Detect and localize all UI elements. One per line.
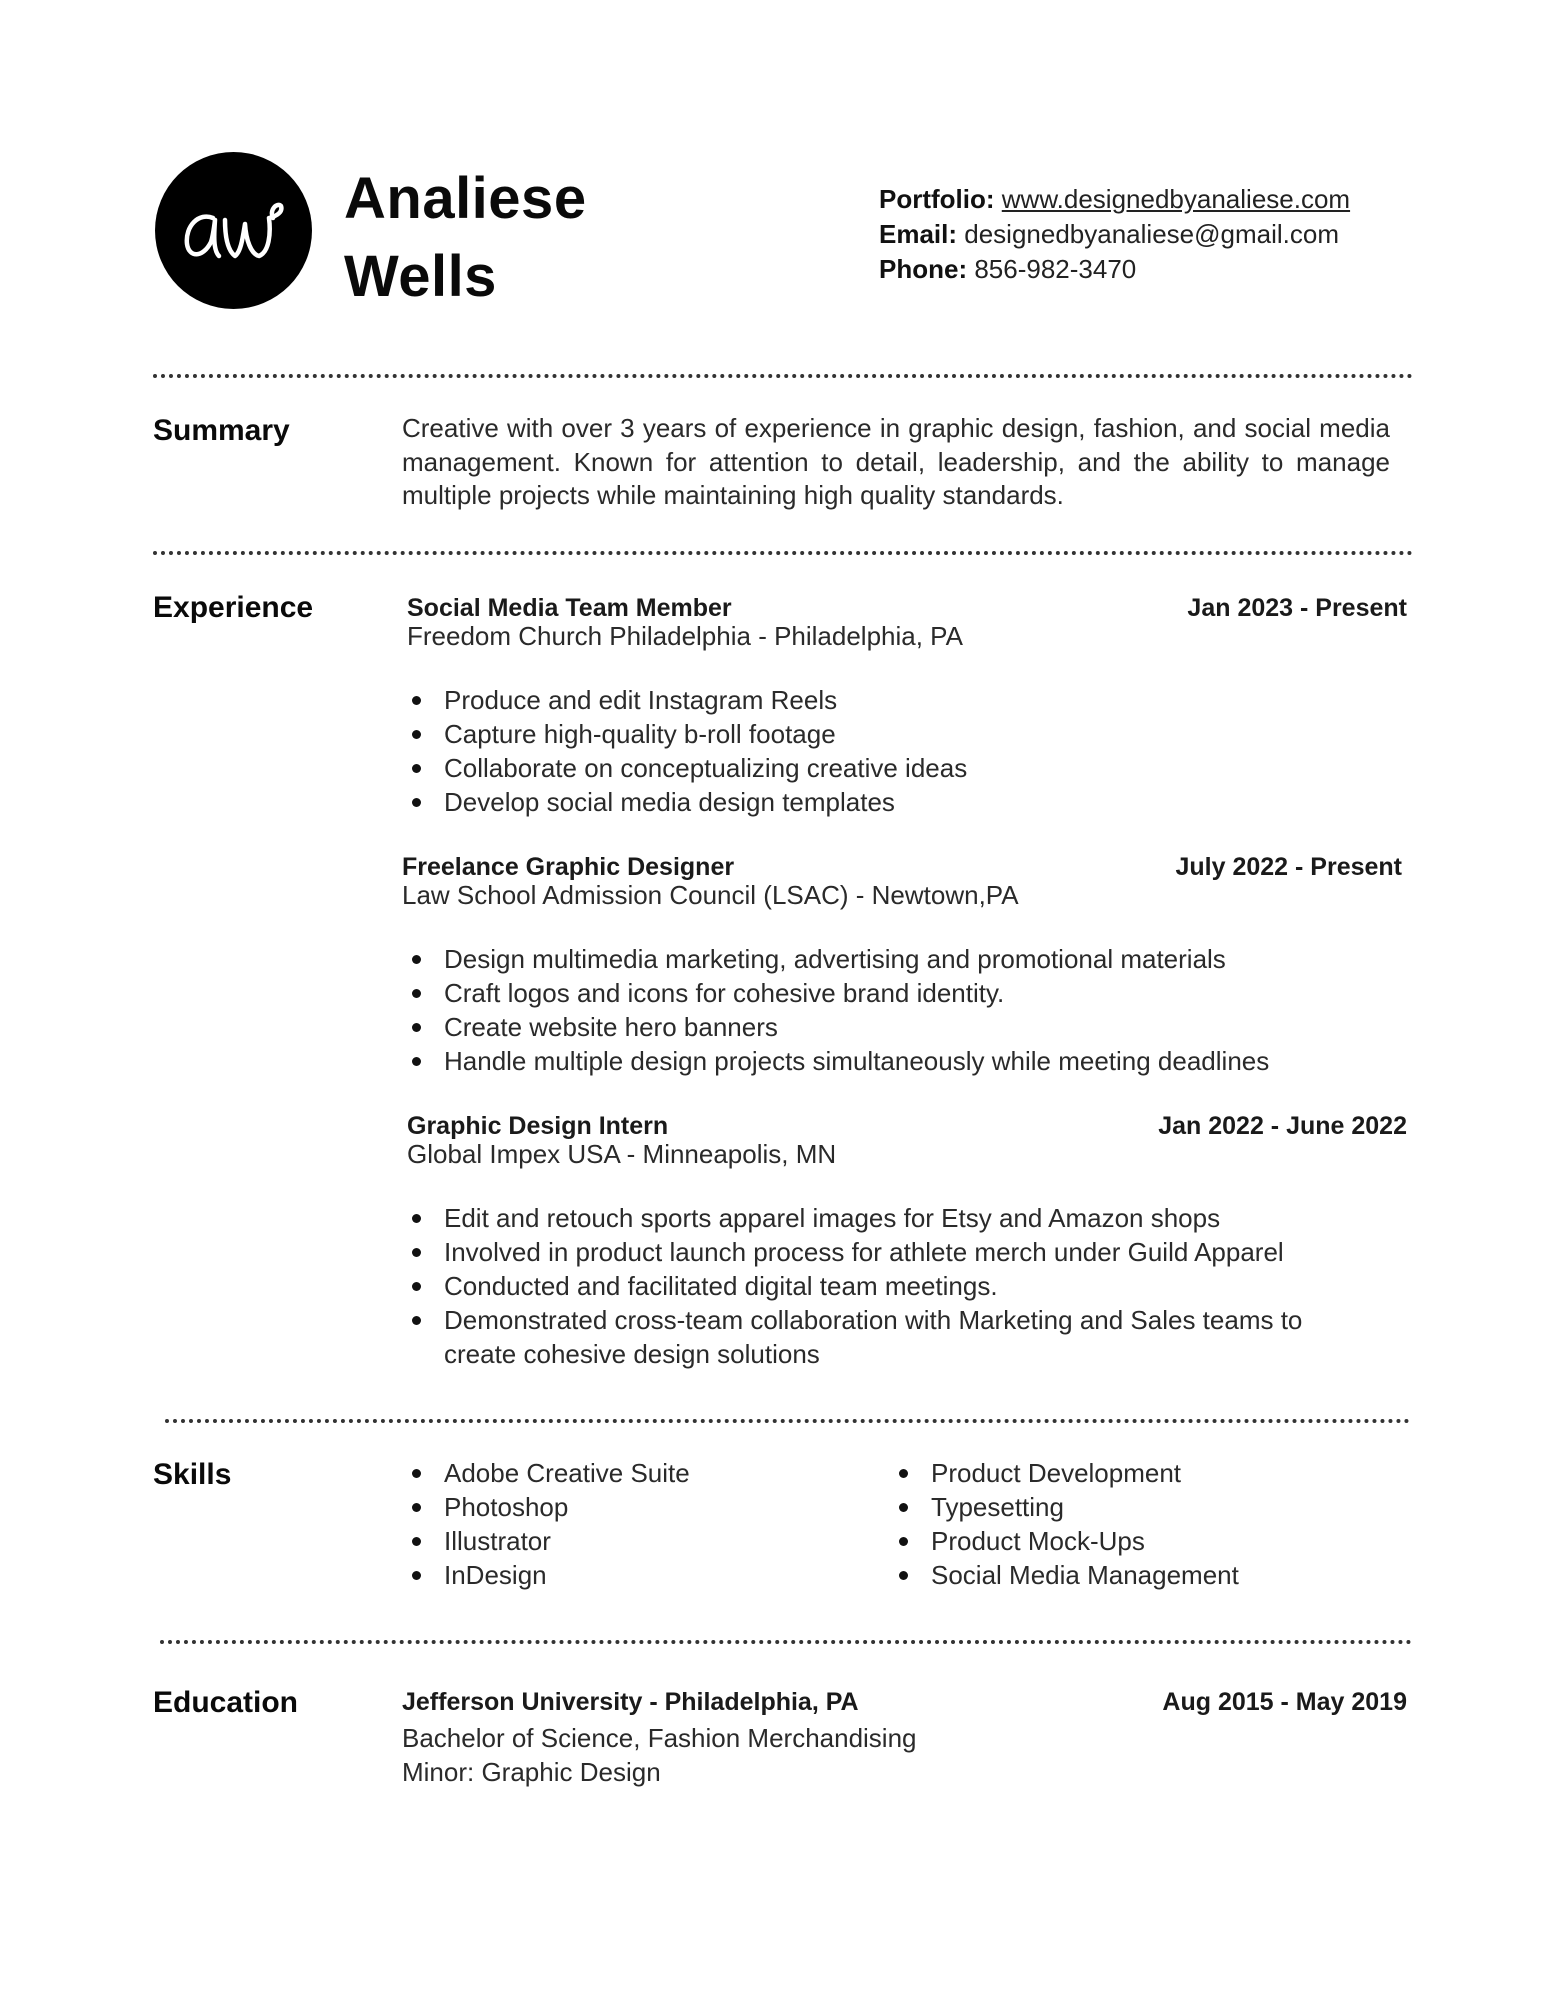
list-item: Design multimedia marketing, advertising and promotional materials [402,942,1382,976]
first-name: Analiese [344,166,587,231]
list-item: Develop social media design templates [402,785,1382,819]
job-company: Global Impex USA - Minneapolis, MN [407,1139,837,1169]
list-item: Product Mock-Ups [889,1524,1369,1558]
job-bullets [402,942,1382,1078]
job-dates: Jan 2022 - June 2022 [1158,1112,1407,1140]
list-item: Edit and retouch sports apparel images for Etsy and Amazon shops [402,1201,1362,1235]
full-name [344,160,587,316]
job-company: Law School Admission Council (LSAC) - Newtown,PA [402,880,1019,910]
portfolio-line [879,182,1350,217]
school-name: Jefferson University - Philadelphia, PA [402,1688,859,1716]
phone-line [879,252,1350,287]
list-item: Conducted and facilitated digital team meetings. [402,1269,1362,1303]
list-item: Illustrator [402,1524,862,1558]
job-title: Freelance Graphic Designer [402,853,735,881]
monogram-script-icon [155,152,312,309]
job-dates: Jan 2023 - Present [1187,594,1407,622]
education-heading: Education [153,1686,299,1719]
job-company: Freedom Church Philadelphia - Philadelphia, PA [407,621,963,651]
minor: Minor: Graphic Design [402,1757,661,1787]
contact-info [879,182,1350,287]
list-item: Photoshop [402,1490,862,1524]
experience-heading: Experience [153,591,314,624]
divider [153,374,1413,378]
summary-heading: Summary [153,414,290,447]
divider [165,1419,1410,1423]
skills-list-right [889,1456,1369,1592]
skills-list-left [402,1456,862,1592]
job-bullets [402,683,1382,819]
email-line [879,217,1350,252]
job-dates: July 2022 - Present [1175,853,1402,881]
list-item: Product Development [889,1456,1369,1490]
list-item: Create website hero banners [402,1010,1382,1044]
list-item: Involved in product launch process for athlete merch under Guild Apparel [402,1235,1362,1269]
skills-heading: Skills [153,1458,232,1491]
job-title: Social Media Team Member [407,594,732,622]
divider [160,1640,1412,1644]
phone-value: 856-982-3470 [974,254,1137,284]
list-item: Social Media Management [889,1558,1369,1592]
portfolio-link[interactable]: www.designedbyanaliese.com [1001,184,1351,214]
last-name: Wells [344,244,497,309]
job-title: Graphic Design Intern [407,1112,669,1140]
list-item: Produce and edit Instagram Reels [402,683,1382,717]
summary-text: Creative with over 3 years of experience in graphic design, fashion, and social media management. Known for attention to detail, leadership, and the ability to manage multiple projects while maintaining high quality standards. [402,413,1390,510]
degree: Bachelor of Science, Fashion Merchandising [402,1723,917,1753]
portfolio-label: Portfolio: [879,184,995,214]
email-label: Email: [879,219,958,249]
list-item: Adobe Creative Suite [402,1456,862,1490]
email-value: designedbyanaliese@gmail.com [964,219,1339,249]
list-item: Capture high-quality b-roll footage [402,717,1382,751]
divider [153,551,1413,555]
list-item: Handle multiple design projects simultaneously while meeting deadlines [402,1044,1382,1078]
list-item: Typesetting [889,1490,1369,1524]
monogram-logo [155,152,312,309]
list-item: Collaborate on conceptualizing creative ideas [402,751,1382,785]
education-dates: Aug 2015 - May 2019 [1162,1688,1407,1716]
list-item: Demonstrated cross-team collaboration with Marketing and Sales teams to create cohesive design solutions [402,1303,1362,1371]
phone-label: Phone: [879,254,968,284]
list-item: InDesign [402,1558,862,1592]
job-bullets [402,1201,1362,1371]
list-item: Craft logos and icons for cohesive brand identity. [402,976,1382,1010]
